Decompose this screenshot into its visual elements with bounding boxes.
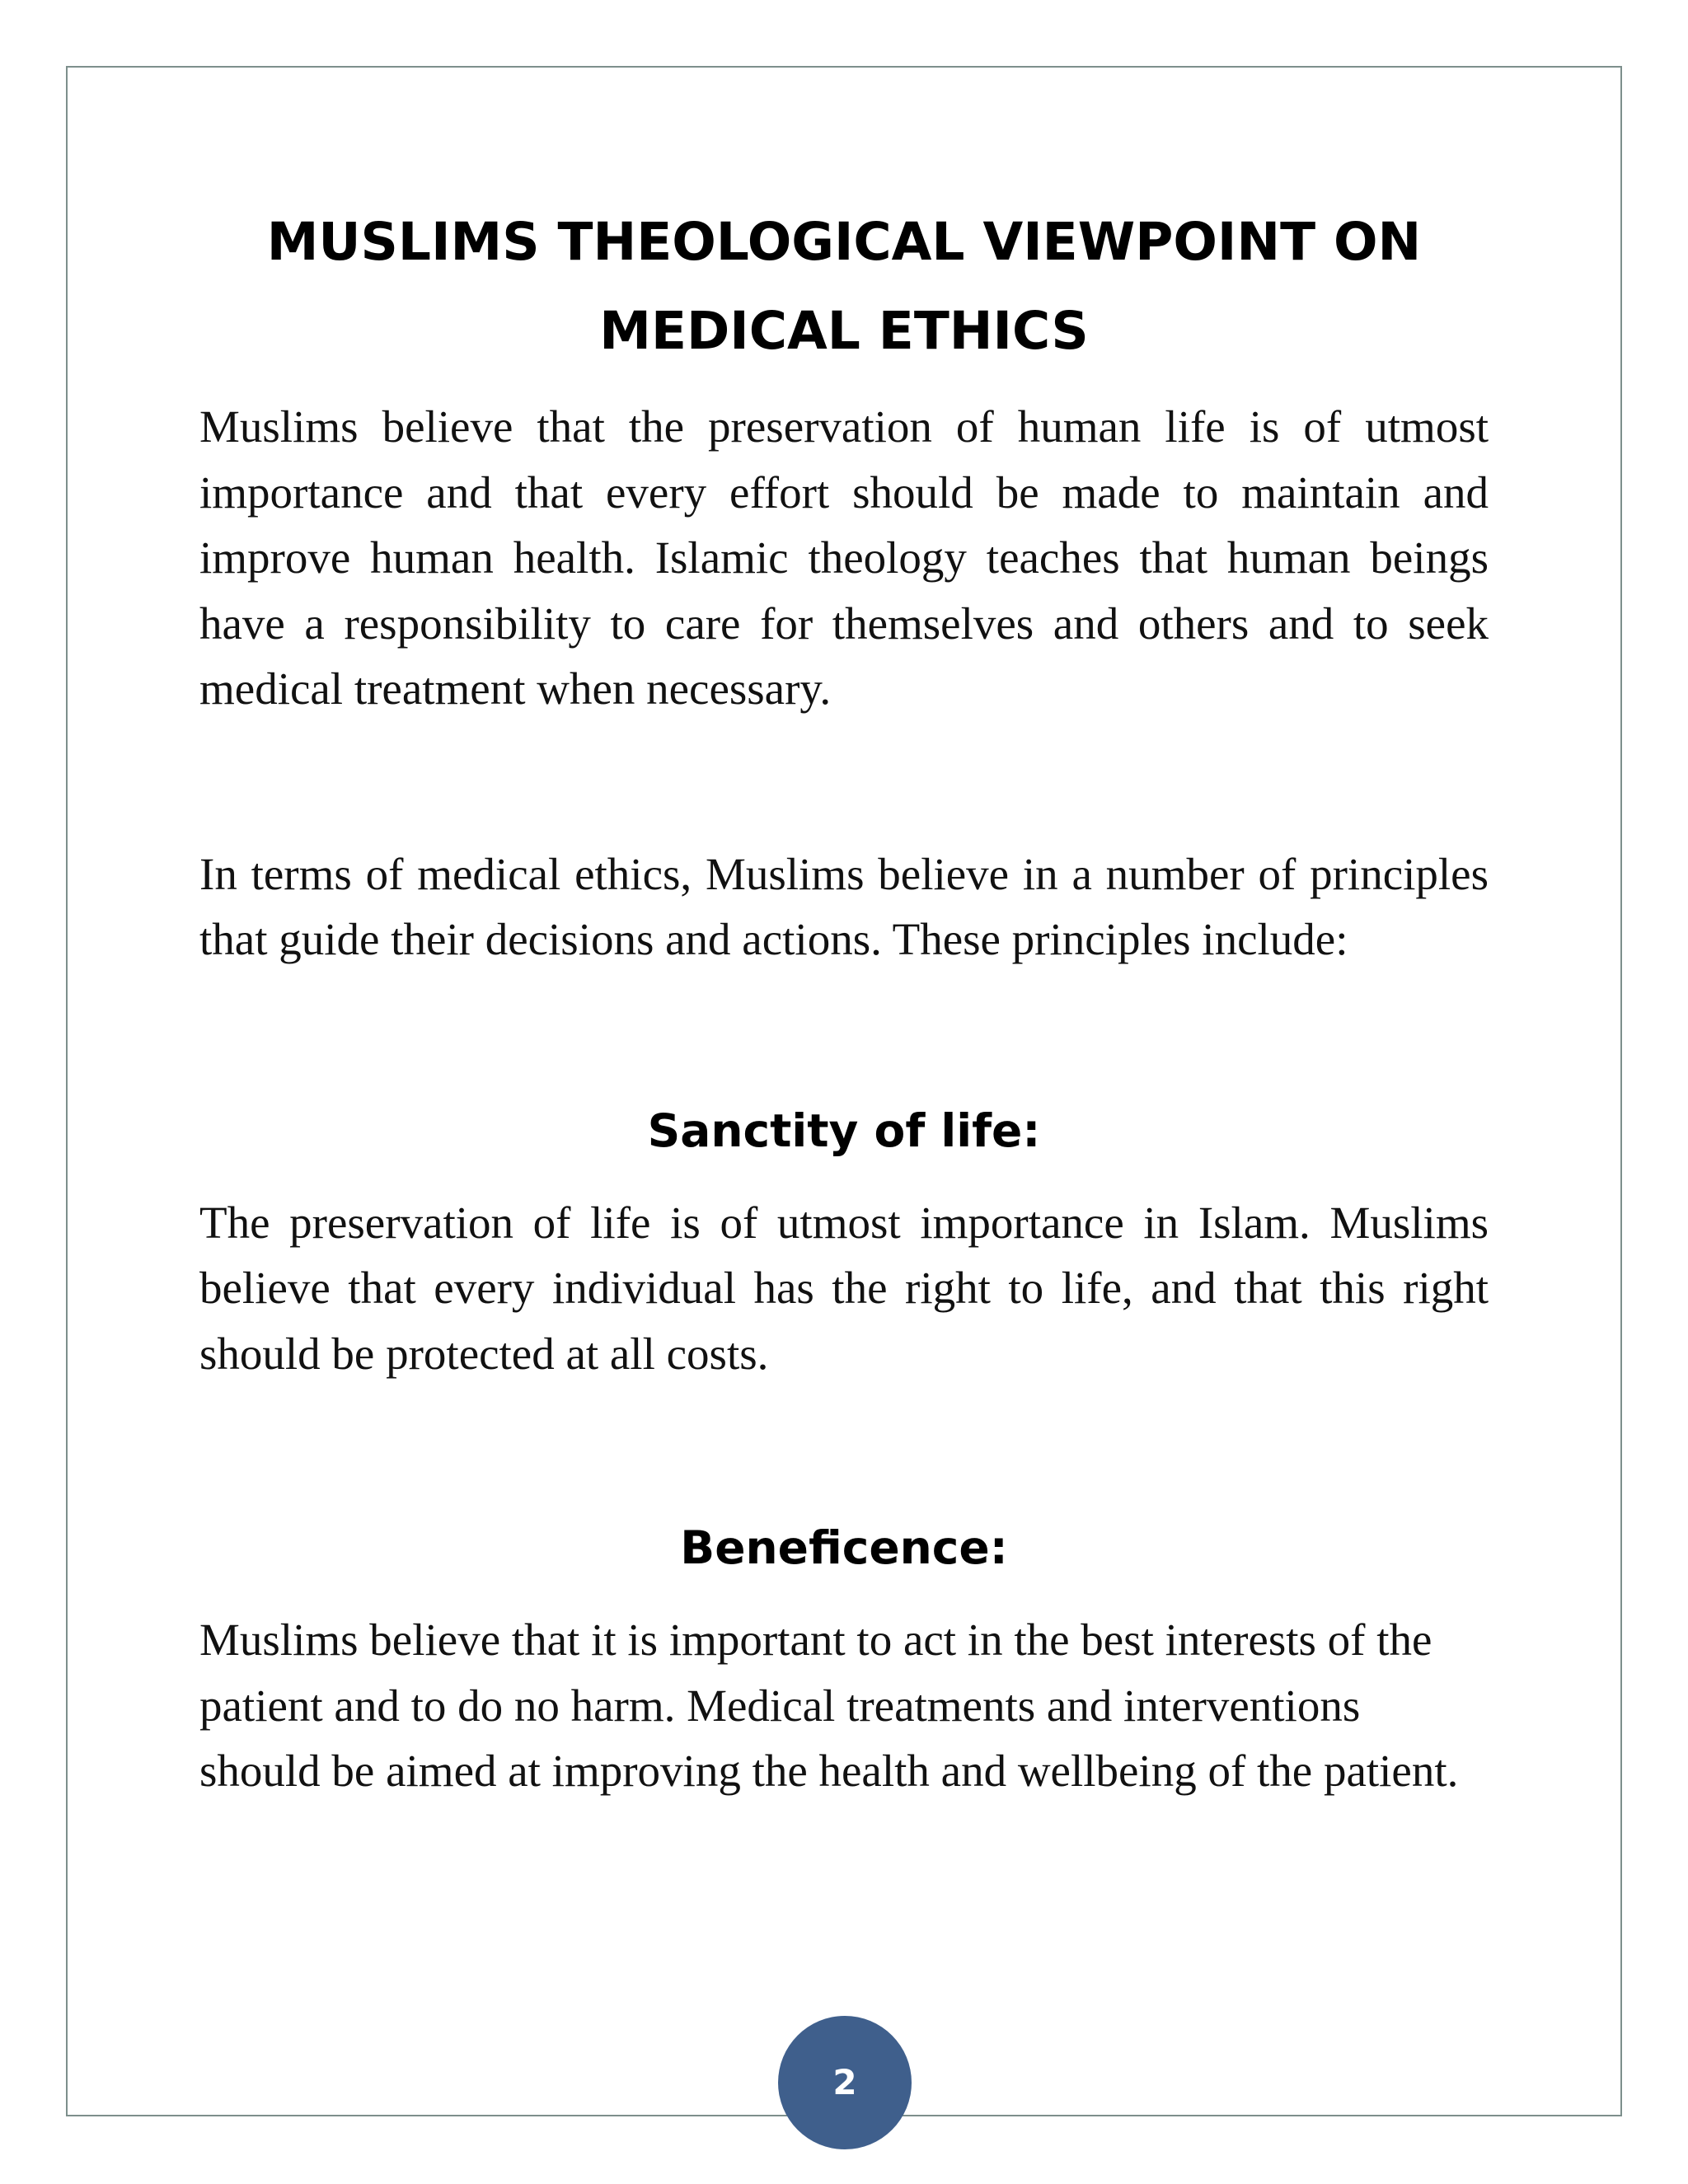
intro-paragraph: Muslims believe that the preservation of human life is of utmost importance and that every effort should be made to maintain and improve human health. Islamic theology teaches that human beings have a responsibility to care for themselves and others and to seek medical treatment when necessary.	[199, 401, 1489, 714]
principles-paragraph: In terms of medical ethics, Muslims believe in a number of principles that guide their decisions and actions. These principles include:	[199, 848, 1489, 964]
page-content	[199, 198, 1489, 1804]
page-number-badge: 2	[778, 2016, 912, 2149]
section-text-beneficence: Muslims believe that it is important to act in the best interests of the patient and to do no harm. Medical treatments and interventions should be aimed at improving the health and wellbeing of the patient.	[199, 1615, 1459, 1796]
section-heading-beneficence: Beneficence:	[680, 1521, 1008, 1574]
section-text-sanctity-of-life: The preservation of life is of utmost importance in Islam. Muslims believe that every individual has the right to life, and that this right should be protected at all costs.	[199, 1197, 1489, 1379]
section-heading-sanctity-of-life: Sanctity of life:	[647, 1104, 1041, 1157]
page-title: MUSLIMS THEOLOGICAL VIEWPOINT ON MEDICAL ETHICS	[266, 212, 1422, 361]
